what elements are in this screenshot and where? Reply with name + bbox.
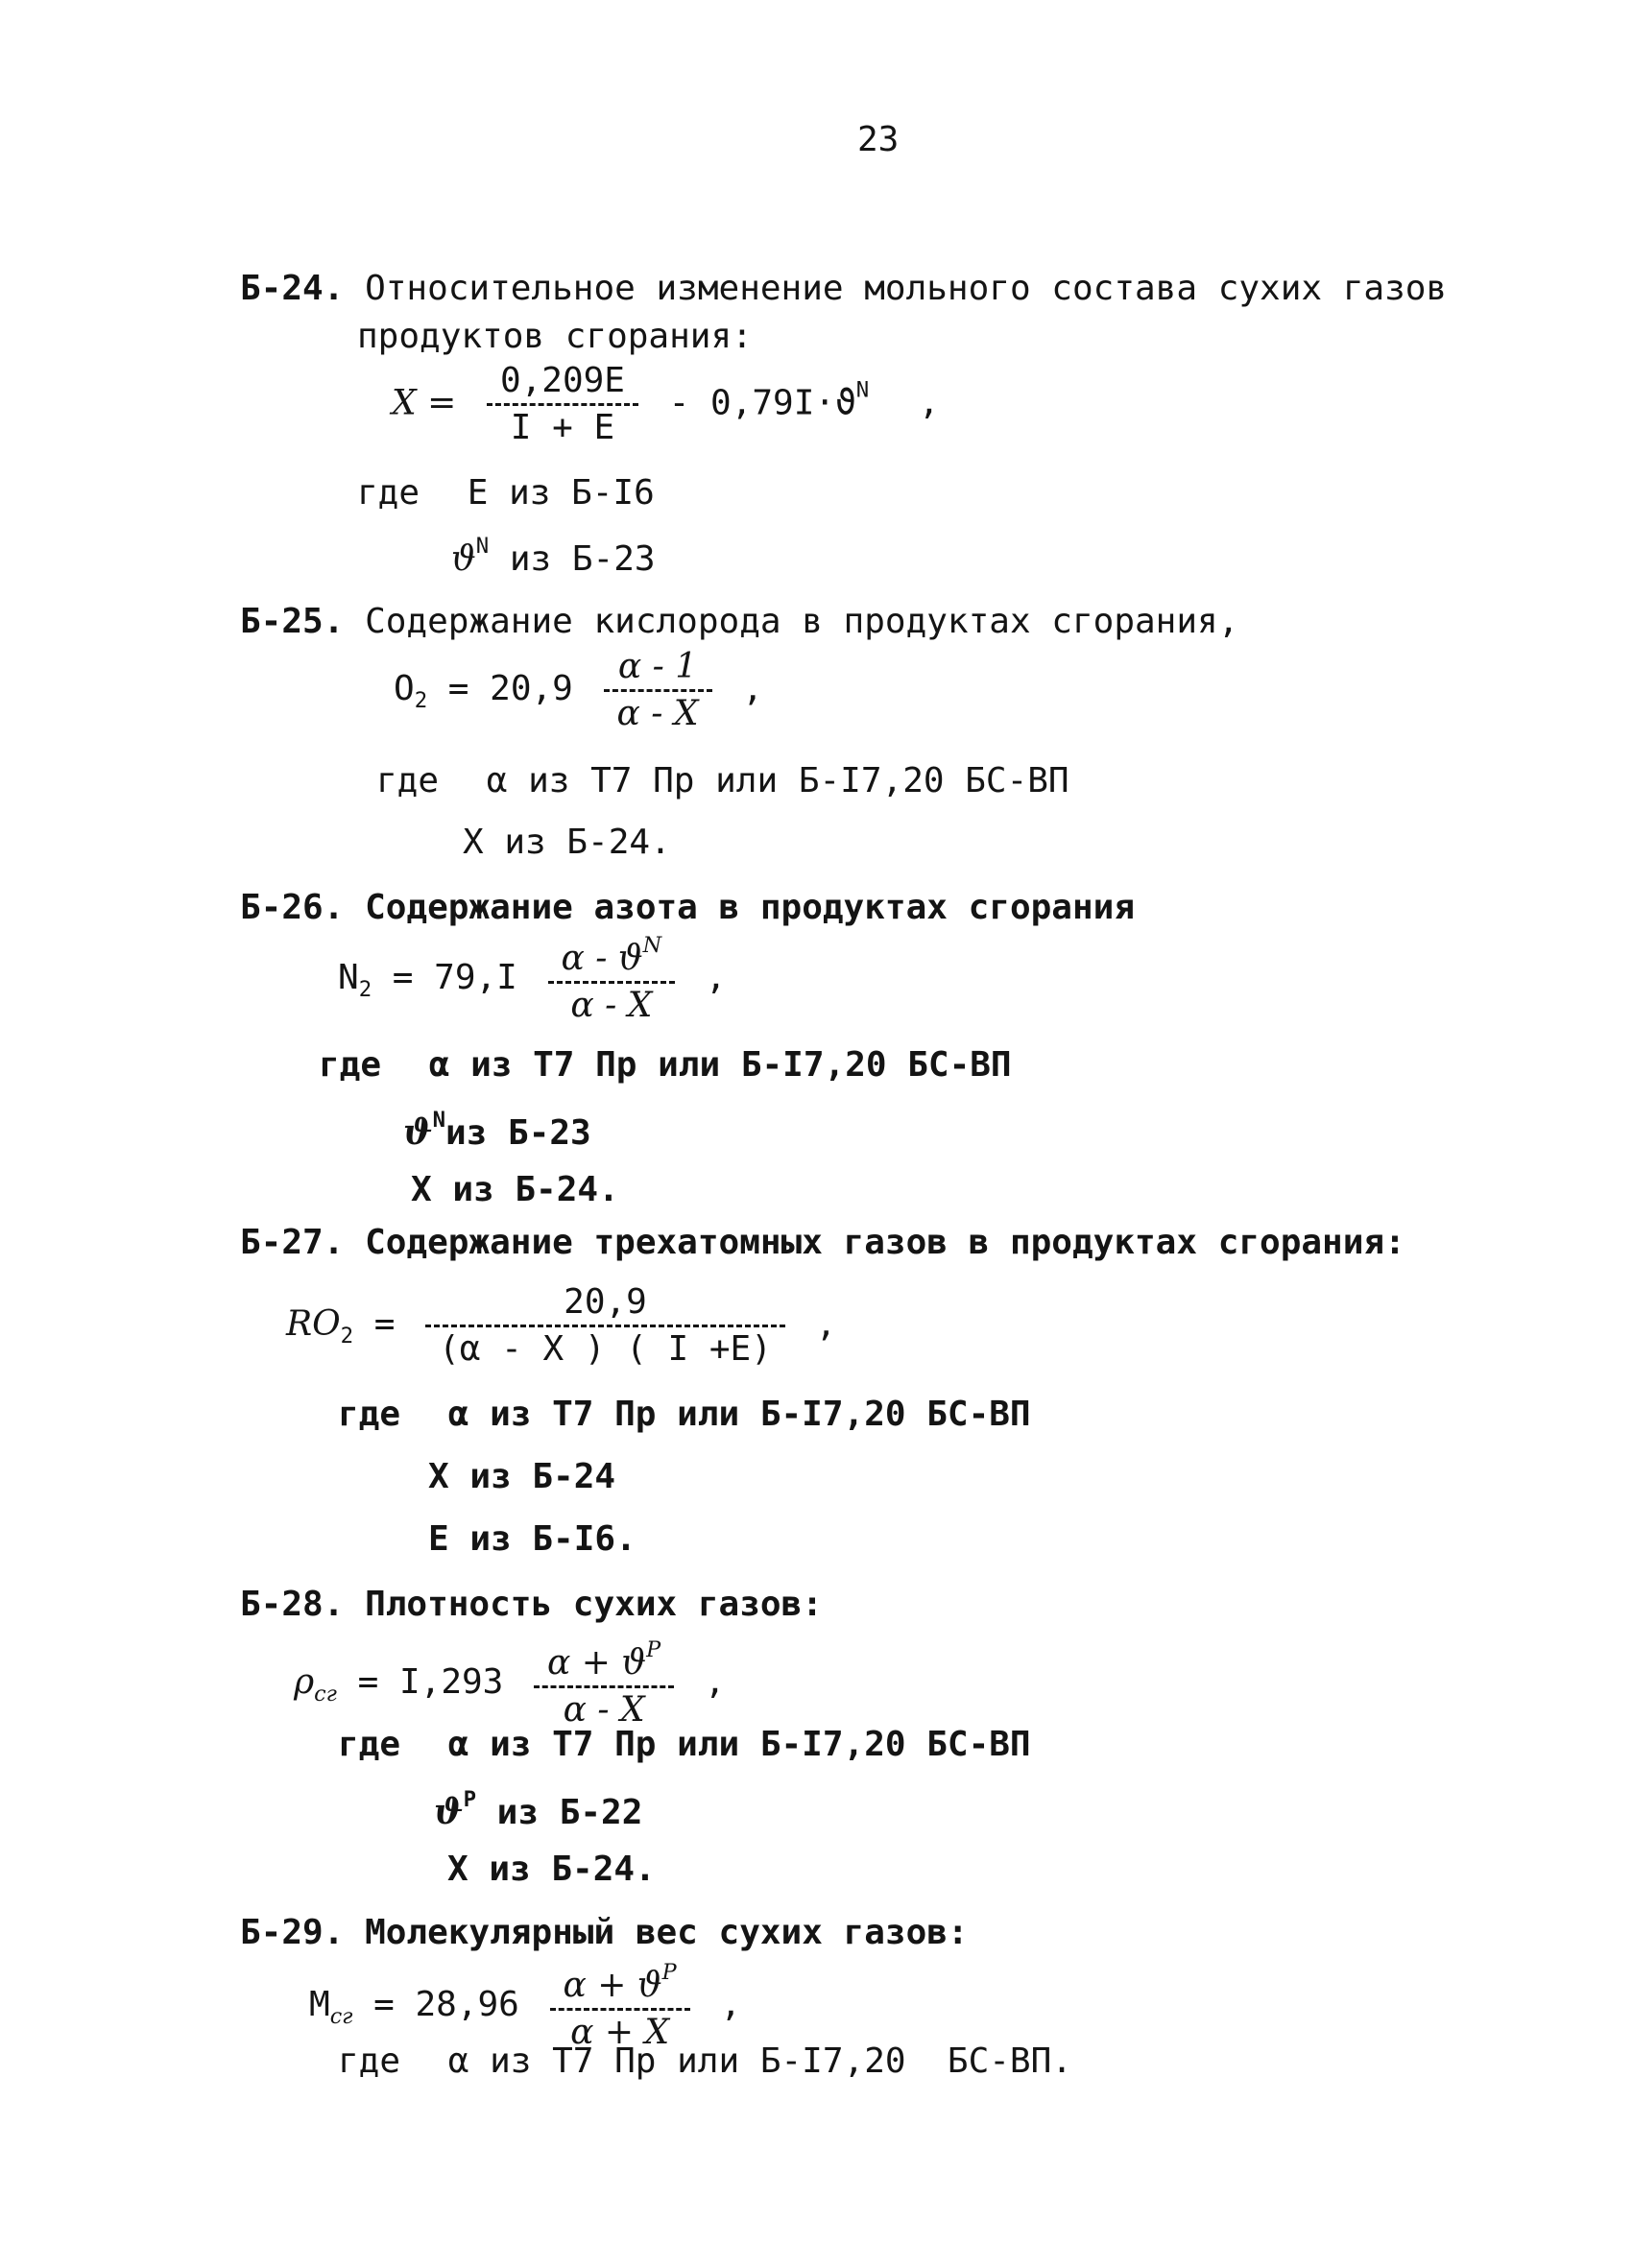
b26-numerator-sup: N bbox=[642, 933, 662, 958]
b24-title-line2: продуктов сгорания: bbox=[357, 317, 753, 356]
b24-numerator: 0,209E bbox=[487, 363, 638, 406]
b28-numerator bbox=[534, 1639, 674, 1688]
b29-fraction bbox=[550, 1962, 690, 2050]
b27-gde: где bbox=[338, 1395, 401, 1434]
b24-fraction bbox=[487, 363, 638, 446]
b29-denominator: α + X bbox=[570, 2012, 670, 2052]
b28-where2-sup: P bbox=[463, 1787, 476, 1812]
b26-where3: X из Б-24. bbox=[411, 1170, 619, 1209]
b24-formula bbox=[392, 363, 940, 446]
b26-where2-sup: N bbox=[432, 1108, 445, 1133]
b29-numerator bbox=[550, 1962, 690, 2011]
b26-number: Б-26. bbox=[240, 888, 345, 927]
b26-numerator bbox=[548, 935, 676, 984]
b26-tail: , bbox=[705, 958, 727, 998]
b24-where-line2 bbox=[451, 536, 656, 577]
b29-gde: где bbox=[338, 2041, 401, 2081]
b25-lhs-rest: = 20,9 bbox=[427, 669, 573, 709]
b26-lhs-rest: = 79,I bbox=[372, 958, 517, 998]
b24-rest-sup: N bbox=[855, 377, 870, 403]
b28-title: Плотность сухих газов: bbox=[365, 1585, 823, 1624]
b25-where1: α из Т7 Пр или Б-I7,20 БС-ВП bbox=[486, 761, 1069, 800]
b29-lhs-rest: = 28,96 bbox=[352, 1985, 519, 2025]
b26-lhs-base: N bbox=[338, 958, 359, 998]
b28-lhs bbox=[294, 1662, 504, 1707]
b26-heading bbox=[240, 888, 1135, 927]
b25-tail: , bbox=[742, 669, 763, 709]
b25-where2: X из Б-24. bbox=[463, 823, 671, 862]
b24-where2-symbol: ϑ bbox=[451, 538, 476, 579]
b26-denominator: α - X bbox=[570, 985, 653, 1025]
b24-denominator: I + E bbox=[510, 407, 615, 447]
b26-where-line2 bbox=[403, 1110, 591, 1151]
b28-numerator-base: α + ϑ bbox=[547, 1642, 647, 1683]
b27-tail: , bbox=[815, 1304, 837, 1345]
b24-rest: - 0,79I·ϑ bbox=[668, 383, 856, 423]
b26-lhs-sub: 2 bbox=[358, 977, 372, 1003]
b26-gde: где bbox=[319, 1045, 382, 1085]
b25-lhs-base: O bbox=[394, 669, 415, 709]
b27-where2: X из Б-24 bbox=[428, 1457, 616, 1496]
b24-where2-text: из Б-23 bbox=[489, 538, 656, 579]
b29-lhs-base: M bbox=[309, 1985, 330, 2025]
b27-lhs-rest: = bbox=[353, 1304, 396, 1345]
b24-heading bbox=[240, 269, 1448, 308]
b28-where3: X из Б-24. bbox=[447, 1850, 656, 1889]
b27-denominator: (α - X ) ( I +E) bbox=[439, 1328, 772, 1369]
b29-number: Б-29. bbox=[240, 1913, 345, 1952]
b24-gde: где bbox=[357, 473, 420, 513]
b27-title: Содержание трехатомных газов в продуктах сгорания: bbox=[365, 1223, 1405, 1262]
b25-lhs-sub: 2 bbox=[414, 688, 428, 714]
b26-formula bbox=[338, 935, 727, 1023]
b28-lhs-base: ρ bbox=[294, 1662, 315, 1703]
b27-lhs bbox=[286, 1304, 396, 1349]
b28-where-line1 bbox=[338, 1725, 1031, 1764]
b28-formula bbox=[294, 1639, 726, 1728]
b28-tail: , bbox=[704, 1662, 726, 1703]
b25-title: Содержание кислорода в продуктах сгорания, bbox=[365, 602, 1239, 641]
b28-numerator-sup: P bbox=[646, 1637, 661, 1662]
b26-where2-text: из Б-23 bbox=[445, 1112, 591, 1153]
b27-where3: E из Б-I6. bbox=[428, 1519, 636, 1559]
b25-fraction bbox=[604, 649, 712, 732]
b25-numerator: α - 1 bbox=[604, 649, 712, 692]
b29-numerator-base: α + ϑ bbox=[563, 1965, 662, 2005]
b25-lhs bbox=[394, 669, 573, 714]
b24-tail: , bbox=[918, 383, 940, 423]
b24-where1: E из Б-I6 bbox=[467, 473, 655, 513]
b26-numerator-base: α - ϑ bbox=[561, 938, 643, 978]
b28-heading bbox=[240, 1585, 823, 1624]
b26-where1: α из Т7 Пр или Б-I7,20 БС-ВП bbox=[428, 1045, 1012, 1085]
page-number: 23 bbox=[857, 120, 900, 159]
b27-formula bbox=[286, 1284, 836, 1368]
b28-gde: где bbox=[338, 1725, 401, 1764]
b29-lhs-sub: сг bbox=[329, 2004, 353, 2030]
b29-where-line1 bbox=[338, 2041, 1072, 2081]
b29-heading bbox=[240, 1913, 969, 1952]
b25-gde: где bbox=[376, 761, 440, 800]
b27-number: Б-27. bbox=[240, 1223, 345, 1262]
b27-where-line1 bbox=[338, 1397, 1031, 1432]
b29-tail: , bbox=[720, 1985, 742, 2025]
b27-lhs-sub: 2 bbox=[340, 1324, 354, 1349]
b24-lhs: X = bbox=[392, 383, 457, 423]
b27-fraction bbox=[425, 1284, 785, 1368]
b29-formula bbox=[309, 1962, 741, 2050]
b26-fraction bbox=[548, 935, 676, 1023]
b28-lhs-sub: сг bbox=[314, 1682, 337, 1707]
b26-lhs bbox=[338, 958, 517, 1003]
b27-where1: α из Т7 Пр или Б-I7,20 БС-ВП bbox=[447, 1395, 1031, 1434]
b26-title: Содержание азота в продуктах сгорания bbox=[365, 888, 1135, 927]
b25-denominator: α - X bbox=[616, 693, 699, 733]
b28-where-line2 bbox=[434, 1789, 642, 1830]
b27-lhs-base: RO bbox=[286, 1304, 341, 1345]
b25-number: Б-25. bbox=[240, 602, 345, 641]
b29-title: Молекулярный вес сухих газов: bbox=[365, 1913, 969, 1952]
b24-number: Б-24. bbox=[240, 269, 345, 308]
b28-where1: α из Т7 Пр или Б-I7,20 БС-ВП bbox=[447, 1725, 1031, 1764]
b25-where-line1 bbox=[376, 761, 1069, 800]
b28-fraction bbox=[534, 1639, 674, 1728]
b29-lhs bbox=[309, 1985, 519, 2030]
b27-numerator: 20,9 bbox=[425, 1284, 785, 1327]
b29-where1: α из Т7 Пр или Б-I7,20 БС-ВП. bbox=[447, 2041, 1072, 2081]
b25-formula bbox=[394, 649, 763, 732]
b26-where2-symbol: ϑ bbox=[403, 1111, 433, 1153]
b29-numerator-sup: P bbox=[661, 1960, 677, 1985]
b24-where-line1 bbox=[357, 473, 655, 513]
b28-where2-text: из Б-22 bbox=[476, 1792, 643, 1832]
b26-where-line1 bbox=[319, 1045, 1012, 1085]
b25-heading bbox=[240, 602, 1239, 641]
b24-where2-sup: N bbox=[475, 534, 490, 559]
b28-lhs-rest: = I,293 bbox=[336, 1662, 504, 1703]
b27-heading bbox=[240, 1223, 1405, 1262]
b28-number: Б-28. bbox=[240, 1585, 345, 1624]
b28-denominator: α - X bbox=[563, 1689, 645, 1730]
b24-title-line1: Относительное изменение мольного состава сухих газов bbox=[365, 269, 1448, 308]
b28-where2-symbol: ϑ bbox=[434, 1791, 464, 1832]
